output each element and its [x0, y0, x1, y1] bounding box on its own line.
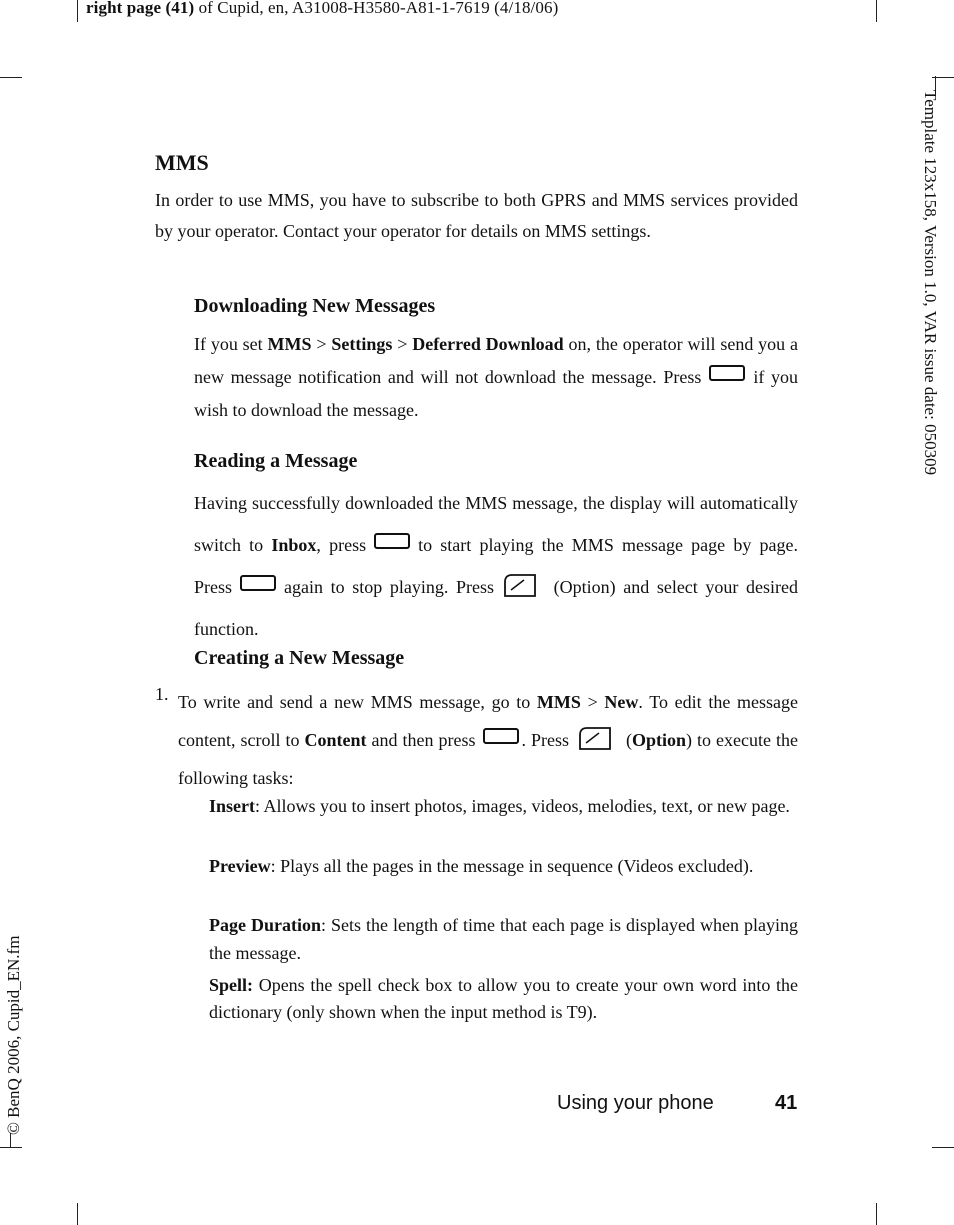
template-info: Template 123x158, Version 1.0, VAR issue date: 050309 [921, 90, 940, 476]
task-item: Insert: Allows you to insert photos, images, videos, melodies, text, or new page. [209, 796, 790, 816]
crop-mark-bottom-left-h [0, 1147, 22, 1148]
crop-mark-bottom-right-v [876, 1203, 877, 1225]
crop-mark-bottom-left-v [77, 1203, 78, 1225]
task-item: Preview: Plays all the pages in the message in sequence (Videos excluded). [209, 856, 754, 876]
heading-reading: Reading a Message [194, 450, 358, 472]
task-item: Spell: Opens the spell check box to allow you to create your own word into the dictionary (only shown when the input method is T9). [209, 975, 798, 1022]
section-title-mms: MMS [155, 150, 209, 175]
header-document-info: of Cupid, en, A31008-H3580-A81-1-7619 (4/18/06) [194, 0, 559, 17]
header-page-label: right page (41) [86, 0, 195, 17]
copyright-info: © BenQ 2006, Cupid_EN.fm [4, 935, 23, 1135]
page-number: 41 [775, 1092, 798, 1114]
reading-paragraph: Having successfully downloaded the MMS message, the display will automatically switch to Inbox, press to start playing the MMS message page by page. Press again to stop playing. Press (Option) and select your desired function. [194, 493, 799, 639]
task-item: Page Duration: Sets the length of time that each page is displayed when playing the message. [209, 915, 798, 963]
crop-mark-top-left-h [0, 77, 22, 78]
center-key-icon [709, 365, 745, 381]
right-softkey-icon [577, 725, 613, 751]
step-number: 1. [155, 684, 169, 704]
side-bar-left [10, 1133, 11, 1147]
heading-creating: Creating a New Message [194, 647, 405, 669]
center-key-icon [374, 533, 410, 549]
crop-mark-top-right-v [876, 0, 877, 22]
downloading-paragraph: If you set MMS > Settings > Deferred Download on, the operator will send you a new message notification and will not download the message. Press if you wish to download the message. [194, 334, 799, 420]
center-key-icon [240, 575, 276, 591]
heading-downloading: Downloading New Messages [194, 295, 436, 317]
footer-section-name: Using your phone [557, 1092, 714, 1114]
crop-mark-bottom-right-h [932, 1147, 954, 1148]
crop-mark-top-left-v [77, 0, 78, 22]
center-key-icon [483, 728, 519, 744]
creating-paragraph: To write and send a new MMS message, go to MMS > New. To edit the message content, scroll to Content and then press . Press (Option) to execute the following tasks: [178, 692, 798, 788]
print-header [86, 0, 558, 18]
right-softkey-icon [502, 572, 538, 598]
mms-intro: In order to use MMS, you have to subscribe to both GPRS and MMS services provided by your operator. Contact your operator for details on MMS settings. [155, 190, 798, 241]
